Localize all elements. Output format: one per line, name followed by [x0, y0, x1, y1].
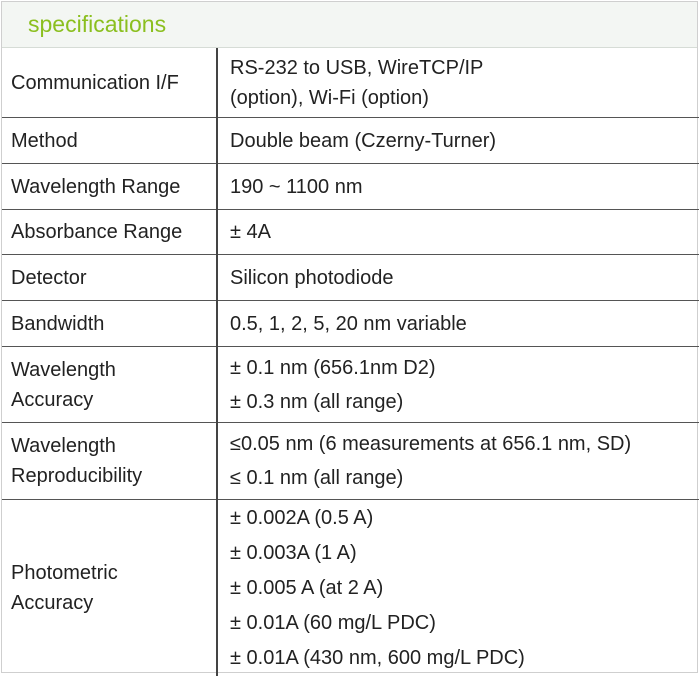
spec-value: [217, 255, 699, 301]
table-row: [2, 500, 699, 676]
spec-label: [2, 255, 217, 301]
spec-label-text: Photometric: [11, 558, 216, 588]
table-row: [2, 118, 699, 164]
spec-label: [2, 210, 217, 255]
table-row: [2, 255, 699, 301]
spec-label-text: Detector: [11, 263, 216, 293]
spec-label: [2, 118, 217, 164]
spec-value-text: (option), Wi-Fi (option): [230, 83, 699, 113]
spec-label-text: Absorbance Range: [11, 217, 216, 247]
spec-label-text: Method: [11, 126, 216, 156]
spec-value-text: 0.5, 1, 2, 5, 20 nm variable: [230, 309, 699, 339]
section-title: specifications: [28, 10, 166, 38]
spec-value-text: Double beam (Czerny-Turner): [230, 126, 699, 156]
spec-label: [2, 48, 217, 118]
spec-value-text: ± 0.01A (60 mg/L PDC): [230, 606, 699, 641]
spec-value: [217, 500, 699, 676]
spec-value: [217, 118, 699, 164]
spec-label: [2, 347, 217, 423]
spec-label-text: Accuracy: [11, 385, 216, 415]
table-row: [2, 210, 699, 255]
spec-label-text: Accuracy: [11, 588, 216, 618]
spec-value-text: ≤ 0.1 nm (all range): [230, 461, 699, 495]
spec-value-text: ± 0.005 A (at 2 A): [230, 571, 699, 606]
spec-label: [2, 301, 217, 347]
spec-value-text: ± 0.01A (430 nm, 600 mg/L PDC): [230, 641, 699, 676]
spec-label-text: Wavelength Range: [11, 172, 216, 202]
spec-label-text: Bandwidth: [11, 309, 216, 339]
spec-table: [2, 48, 699, 676]
spec-label: [2, 500, 217, 676]
spec-value-text: ± 0.3 nm (all range): [230, 385, 699, 419]
spec-value: [217, 48, 699, 118]
spec-value: [217, 423, 699, 500]
spec-label-text: Communication I/F: [11, 68, 216, 98]
table-row: [2, 164, 699, 210]
spec-label-text: Reproducibility: [11, 461, 216, 491]
spec-value-text: ± 0.003A (1 A): [230, 536, 699, 571]
table-row: [2, 48, 699, 118]
spec-value-text: RS-232 to USB, WireTCP/IP: [230, 53, 699, 83]
spec-value-text: ± 0.1 nm (656.1nm D2): [230, 351, 699, 385]
table-row: [2, 301, 699, 347]
spec-label-text: Wavelength: [11, 431, 216, 461]
spec-value: [217, 347, 699, 423]
spec-label-text: Wavelength: [11, 355, 216, 385]
spec-value-text: ± 0.002A (0.5 A): [230, 501, 699, 536]
specifications-panel: [1, 1, 698, 673]
spec-value: [217, 164, 699, 210]
spec-value-text: ± 4A: [230, 217, 699, 247]
spec-value-text: ≤0.05 nm (6 measurements at 656.1 nm, SD): [230, 427, 699, 461]
spec-value-text: 190 ~ 1100 nm: [230, 172, 699, 202]
table-row: [2, 347, 699, 423]
spec-label: [2, 164, 217, 210]
section-header: [2, 2, 697, 48]
spec-value-text: Silicon photodiode: [230, 263, 699, 293]
spec-value: [217, 301, 699, 347]
spec-value: [217, 210, 699, 255]
table-row: [2, 423, 699, 500]
spec-label: [2, 423, 217, 500]
